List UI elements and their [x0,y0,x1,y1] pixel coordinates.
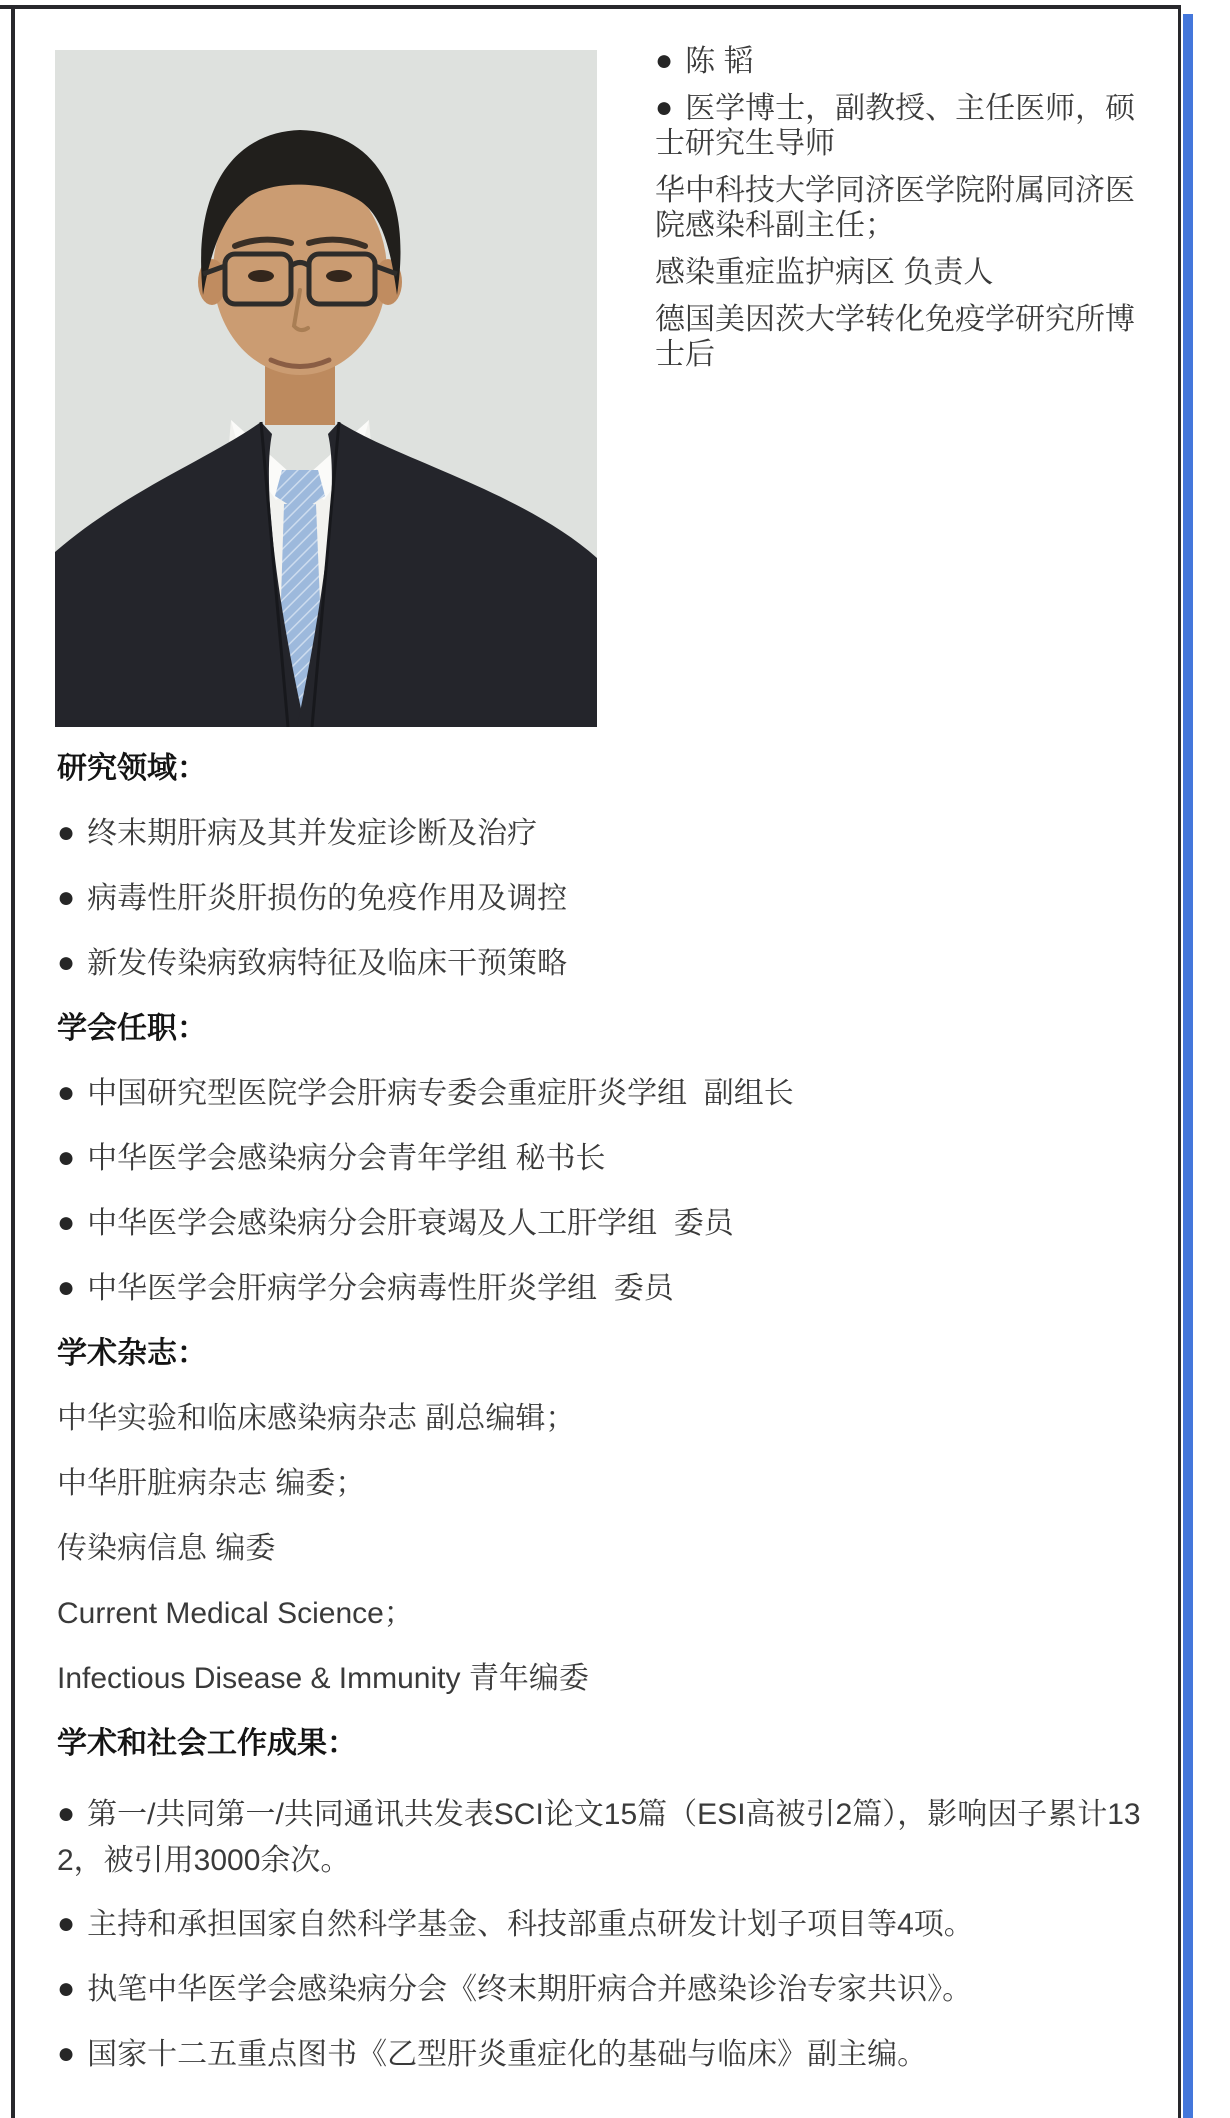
profile-section [57,1727,1149,2072]
accent-bar [1183,14,1193,2118]
section-item [57,882,1149,916]
section-item-text: 中国研究型医院学会肝病专委会重症肝炎学组 副组长 [87,1077,794,1110]
section-title: 学术和社会工作成果： [57,1727,357,1760]
section-item [57,1207,1149,1241]
section-item [57,1532,1149,1566]
section-item-text: 主持和承担国家自然科学基金、科技部重点研发计划子项目等4项。 [87,1908,974,1941]
section-item-text: 中华医学会感染病分会肝衰竭及人工肝学组 委员 [87,1207,734,1240]
section-item-text: 新发传染病致病特征及临床干预策略 [87,947,568,980]
portrait-photo-graphic [55,50,597,727]
bio-line-text: 医学博士，副教授、主任医师，硕士研究生导师 [655,92,1136,160]
bullet-icon: ● [57,1972,76,2005]
page-top-border [0,5,1181,9]
section-item-text: 中华医学会感染病分会青年学组 秘书长 [87,1142,606,1175]
section-item-text: Infectious Disease & Immunity 青年编委 [57,1662,589,1695]
section-item-text: 病毒性肝炎肝损伤的免疫作用及调控 [87,882,568,915]
bio-line-text: 华中科技大学同济医学院附属同济医院感染科副主任； [655,174,1135,242]
bullet-icon: ● [655,44,674,77]
section-item [57,1142,1149,1176]
bio-line [655,173,1149,243]
section-item-text: 执笔中华医学会感染病分会《终末期肝病合并感染诊治专家共识》。 [87,1973,973,2006]
section-item-text: 中华医学会肝病学分会病毒性肝炎学组 委员 [87,1272,674,1305]
bio-line [655,44,1149,79]
section-item [57,1792,1149,1884]
bullet-icon: ● [57,1206,76,1239]
bio-line [655,302,1149,372]
profile-section [57,1337,1149,1696]
section-item [57,1908,1149,1942]
page-left-border [11,5,15,2118]
section-item-text: 传染病信息 编委 [57,1532,276,1565]
bullet-icon: ● [57,2037,76,2070]
profile-sections [57,752,1149,2103]
bio-line [655,91,1149,161]
bio-line-text: 德国美因茨大学转化免疫学研究所博士后 [655,303,1135,371]
bullet-icon: ● [57,881,76,914]
section-item [57,1597,1149,1631]
section-item [57,1077,1149,1111]
section-item-text: 终末期肝病及其并发症诊断及治疗 [87,817,538,850]
section-item [57,817,1149,851]
bio-summary [655,44,1149,384]
bio-line [655,255,1149,290]
bullet-icon: ● [57,1907,76,1940]
bio-line-text: 感染重症监护病区 负责人 [655,256,994,289]
section-item [57,947,1149,981]
section-item [57,1973,1149,2007]
section-item-text: Current Medical Science； [57,1597,414,1630]
profile-section [57,1012,1149,1306]
section-item-text: 国家十二五重点图书《乙型肝炎重症化的基础与临床》副主编。 [87,2038,928,2071]
section-title: 学术杂志： [57,1337,207,1370]
bullet-icon: ● [57,1271,76,1304]
bio-line-text: 陈 韬 [685,45,754,78]
bullet-icon: ● [57,1797,76,1830]
bullet-icon: ● [655,91,674,124]
bullet-icon: ● [57,1141,76,1174]
page-right-border [1178,5,1181,2118]
section-item [57,1272,1149,1306]
section-item-text: 中华实验和临床感染病杂志 副总编辑； [57,1402,576,1435]
portrait-photo [55,50,597,727]
section-item [57,1662,1149,1696]
bullet-icon: ● [57,946,76,979]
section-title: 研究领域： [57,752,207,785]
profile-section [57,752,1149,981]
section-title: 学会任职： [57,1012,207,1045]
section-item [57,2038,1149,2072]
section-item-text: 中华肝脏病杂志 编委； [57,1467,366,1500]
section-item [57,1402,1149,1436]
bullet-icon: ● [57,1076,76,1109]
section-item-text: 第一/共同第一/共同通讯共发表SCI论文15篇（ESI高被引2篇），影响因子累计132，被引用3000余次。 [57,1798,1141,1877]
section-item [57,1467,1149,1501]
bullet-icon: ● [57,816,76,849]
